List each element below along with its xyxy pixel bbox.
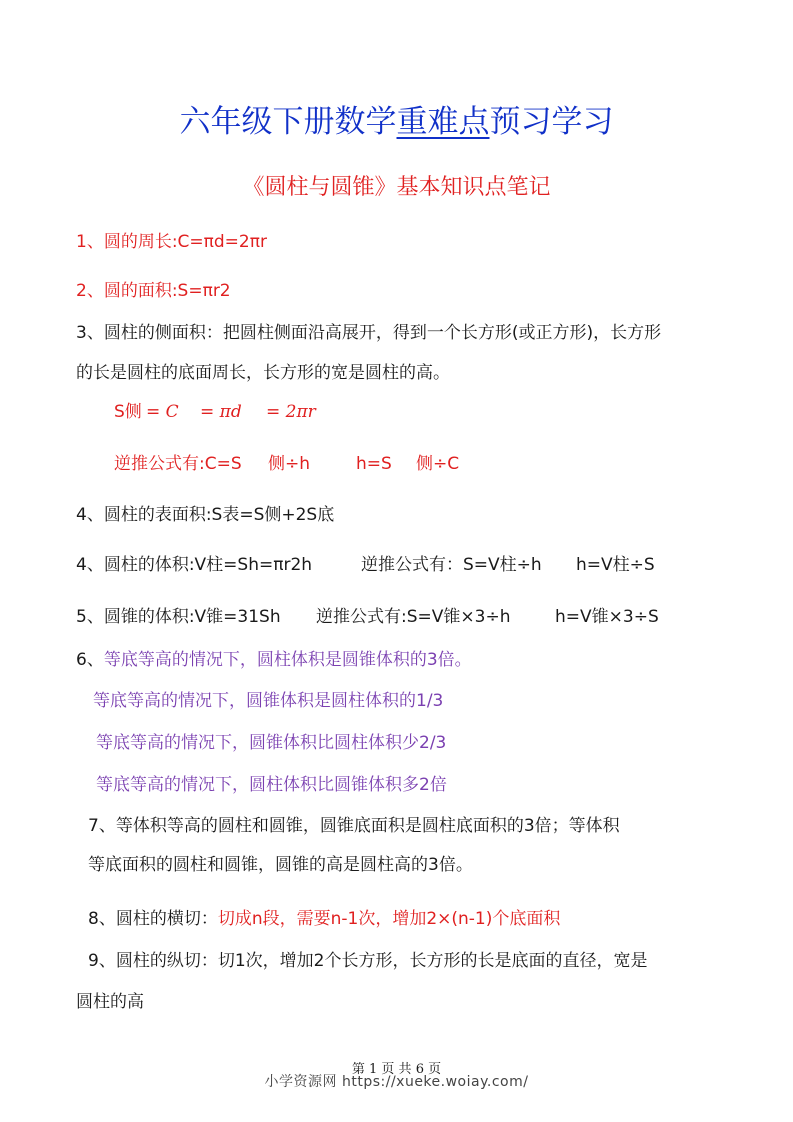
item-7-line-2: 等底面积的圆柱和圆锥，圆锥的高是圆柱高的3倍。	[88, 855, 473, 875]
reverse-formula-part-1: 逆推公式有:C=S	[114, 454, 242, 474]
footer-watermark: 小学资源网 https://xueke.woiay.com/	[264, 1074, 529, 1090]
reverse-formula-part-2: 侧÷h	[268, 454, 311, 474]
reverse-formula-part-3: h=S	[356, 454, 392, 474]
item-9-line-2: 圆柱的高	[76, 992, 144, 1012]
item-8-label: 8、圆柱的横切：	[88, 909, 218, 929]
item-2-circle-area: 2、圆的面积:S=πr2	[76, 281, 231, 301]
item-6-text: 等底等高的情况下，圆柱体积是圆锥体积的3倍。	[103, 650, 472, 670]
title-part-3: 预习学习	[489, 104, 614, 140]
item-3-lateral-area-line-2: 的长是圆柱的底面周长，长方形的宽是圆柱的高。	[76, 363, 450, 383]
item-8-text: 切成n段，需要n-1次，增加2×(n-1)个底面积	[217, 909, 561, 929]
item-9-line-1: 9、圆柱的纵切：切1次，增加2个长方形，长方形的长是底面的直径，宽是	[88, 951, 648, 971]
volume-relation-note-1: 等底等高的情况下，圆锥体积是圆柱体积的1/3	[93, 691, 444, 711]
reverse-formula-part-4: 侧÷C	[416, 454, 460, 474]
cylinder-volume-formula: 4、圆柱的体积:V柱=Sh=πr2h	[76, 555, 313, 575]
cone-volume-formula: 5、圆锥的体积:V锥=31Sh	[76, 607, 281, 627]
item-1-circle-perimeter: 1、圆的周长:C=πd=2πr	[76, 232, 267, 252]
item-6-number: 6、	[76, 650, 104, 670]
page-title	[0, 100, 793, 144]
cone-volume-reverse-2: h=V锥×3÷S	[555, 607, 659, 627]
item-4-surface-area: 4、圆柱的表面积:S表=S侧+2S底	[76, 505, 335, 525]
volume-relation-note-2: 等底等高的情况下，圆锥体积比圆柱体积少2/3	[96, 733, 447, 753]
cylinder-volume-reverse-1: 逆推公式有：S=V柱÷h	[361, 555, 542, 575]
cylinder-volume-reverse-2: h=V柱÷S	[576, 555, 655, 575]
formula-term-2pir: = 2πr	[266, 402, 316, 422]
item-7-line-1: 7、等体积等高的圆柱和圆锥，圆锥底面积是圆柱底面积的3倍；等体积	[88, 816, 620, 836]
item-6-volume-relation	[76, 648, 472, 672]
formula-term-c: = C	[146, 402, 179, 422]
volume-relation-note-3: 等底等高的情况下，圆柱体积比圆锥体积多2倍	[96, 775, 447, 795]
cone-volume-reverse-1: 逆推公式有:S=V锥×3÷h	[316, 607, 511, 627]
formula-term-pid: = πd	[200, 402, 242, 422]
item-3-lateral-area-line-1: 3、圆柱的侧面积：把圆柱侧面沿高展开，得到一个长方形(或正方形)，长方形	[76, 323, 662, 343]
page-number: 第 1 页 共 6 页	[351, 1062, 442, 1077]
formula-lhs: S侧	[114, 402, 142, 422]
title-part-2-underlined: 重难点	[396, 104, 490, 140]
title-part-1: 六年级下册数学	[179, 104, 397, 140]
item-8-cross-cut	[88, 907, 560, 931]
page-subtitle: 《圆柱与圆锥》基本知识点笔记	[242, 175, 551, 200]
